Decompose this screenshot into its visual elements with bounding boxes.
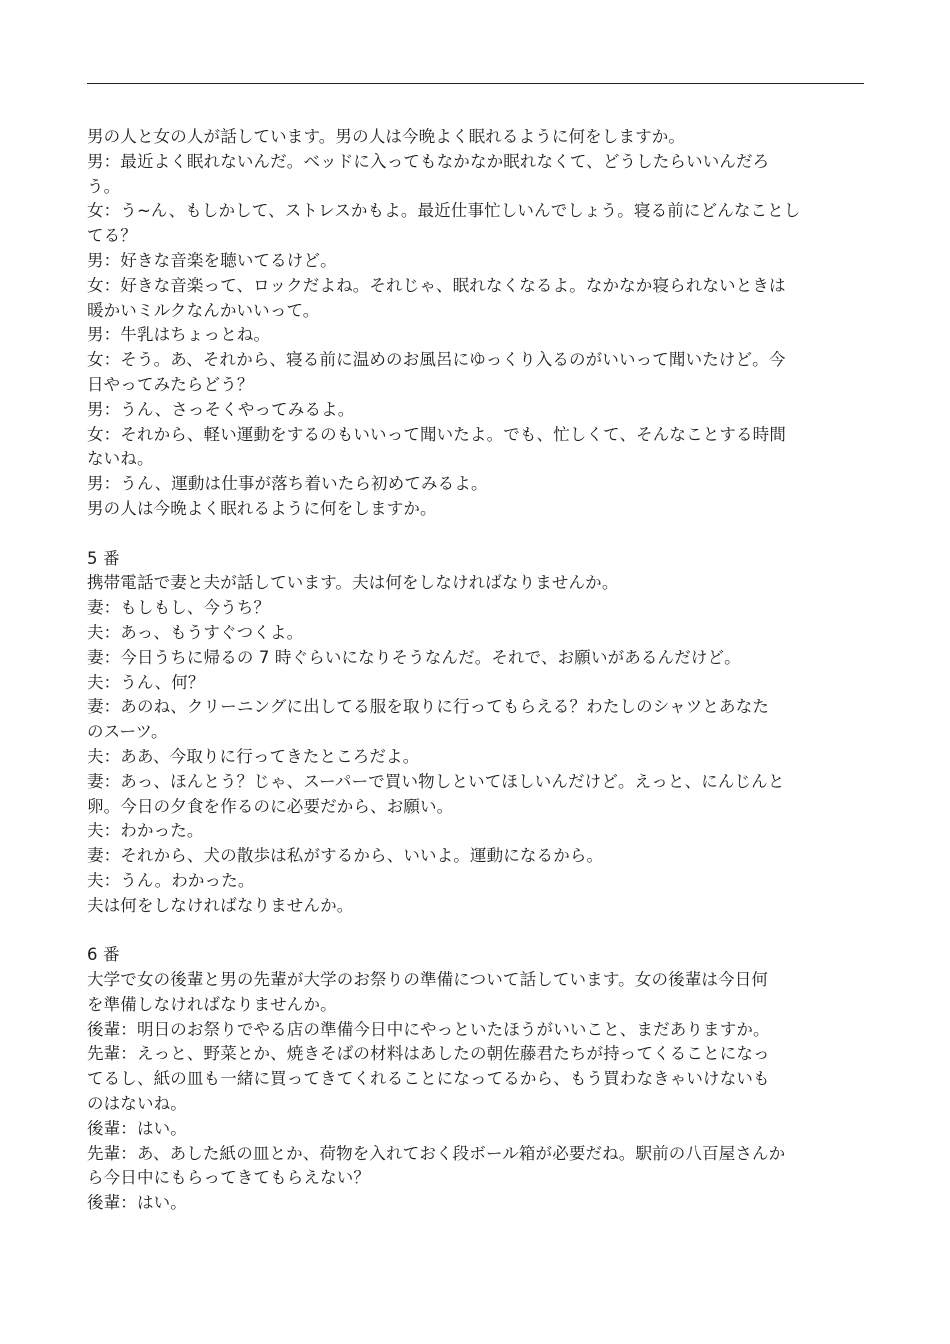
dialogue-line: 先輩：えっと、野菜とか、焼きそばの材料はあしたの朝佐藤君たちが持ってくることになっ: [87, 1044, 770, 1064]
dialogue-line: 夫：うん、何？: [87, 672, 205, 692]
dialogue-line: 後輩：はい。: [87, 1193, 187, 1213]
dialogue-line: てるし、紙の皿も一緒に買ってきてくれることになってるから、もう買わなきゃいけないも: [87, 1069, 770, 1089]
question-line: 夫は何をしなければなりませんか。: [87, 895, 354, 915]
section-spacer: [87, 522, 864, 547]
section-heading: 6 番: [87, 945, 120, 965]
dialogue-line: 日やってみたらどう？: [87, 374, 254, 394]
dialogue-line: 暖かいミルクなんかいいって。: [87, 300, 320, 320]
intro-line: 携帯電話で妻と夫が話しています。夫は何をしなければなりませんか。: [87, 573, 619, 593]
transcript-content: [87, 125, 864, 1216]
section-spacer: [87, 919, 864, 944]
question-line: 男の人は今晩よく眠れるように何をしますか。: [87, 498, 437, 518]
dialogue-line: 男：牛乳はちょっとね。: [87, 325, 271, 345]
dialogue-line: 男：うん、運動は仕事が落ち着いたら初めてみるよ。: [87, 474, 488, 494]
dialogue-line: てる？: [87, 226, 137, 246]
dialogue-line: 妻：あっ、ほんとう？じゃ、スーパーで買い物しといてほしいんだけど。えっと、にんじんと: [87, 771, 785, 791]
dialogue-line: 男：最近よく眠れないんだ。ベッドに入ってもなかなか眠れなくて、どうしたらいいんだろ: [87, 151, 770, 171]
dialogue-line: のスーツ。: [87, 722, 168, 742]
dialogue-section-6: [87, 943, 864, 1216]
intro-line: を準備しなければなりませんか。: [87, 994, 337, 1014]
dialogue-line: 先輩：あ、あした紙の皿とか、荷物を入れておく段ボール箱が必要だね。駅前の八百屋さんか: [87, 1143, 786, 1163]
dialogue-line: 妻：今日うちに帰るの 7 時ぐらいになりそうなんだ。それで、お願いがあるんだけど。: [87, 647, 741, 667]
dialogue-line: 女：好きな音楽って、ロックだよね。それじゃ、眠れなくなるよ。なかなか寝られないときは: [87, 275, 786, 295]
top-rule: [87, 83, 864, 84]
dialogue-line: 女：そう。あ、それから、寝る前に温めのお風呂にゆっくり入るのがいいって聞いたけど。今: [87, 350, 786, 370]
dialogue-line: 後輩：明日のお祭りでやる店の準備今日中にやっといたほうがいいこと、まだありますか。: [87, 1019, 770, 1039]
dialogue-line: 夫：ああ、今取りに行ってきたところだよ。: [87, 746, 420, 766]
dialogue-line: 夫：あっ、もうすぐつくよ。: [87, 622, 304, 642]
dialogue-line: 後輩：はい。: [87, 1118, 187, 1138]
intro-line: 大学で女の後輩と男の先輩が大学のお祭りの準備について話しています。女の後輩は今日何: [87, 970, 768, 990]
dialogue-line: 女：それから、軽い運動をするのもいいって聞いたよ。でも、忙しくて、そんなことする時間: [87, 424, 786, 444]
dialogue-line: 男：うん、さっそくやってみるよ。: [87, 399, 355, 419]
dialogue-line: 男の人と女の人が話しています。男の人は今晩よく眠れるように何をしますか。: [87, 127, 686, 146]
dialogue-line: 男：好きな音楽を聴いてるけど。: [87, 250, 337, 270]
dialogue-line: う。: [87, 176, 121, 196]
dialogue-line: のはないね。: [87, 1094, 187, 1114]
dialogue-line: 夫：わかった。: [87, 821, 204, 841]
dialogue-line: 妻：あのね、クリーニングに出してる服を取りに行ってもらえる？わたしのシャツとあなた: [87, 697, 769, 717]
dialogue-line: ら今日中にもらってきてもらえない？: [87, 1168, 371, 1188]
dialogue-section-4: [87, 125, 864, 522]
section-heading: 5 番: [87, 548, 120, 568]
dialogue-line: 女：う~ん、もしかして、ストレスかもよ。最近仕事忙しいんでしょう。寝る前にどんなことし: [87, 201, 801, 221]
dialogue-line: 妻：それから、犬の散歩は私がするから、いいよ。運動になるから。: [87, 846, 604, 866]
dialogue-line: 夫：うん。わかった。: [87, 870, 255, 890]
dialogue-section-5: [87, 547, 864, 919]
dialogue-line: 妻：もしもし、今うち？: [87, 598, 271, 618]
dialogue-line: 卵。今日の夕食を作るのに必要だから、お願い。: [87, 796, 454, 816]
dialogue-line: ないね。: [87, 449, 154, 469]
